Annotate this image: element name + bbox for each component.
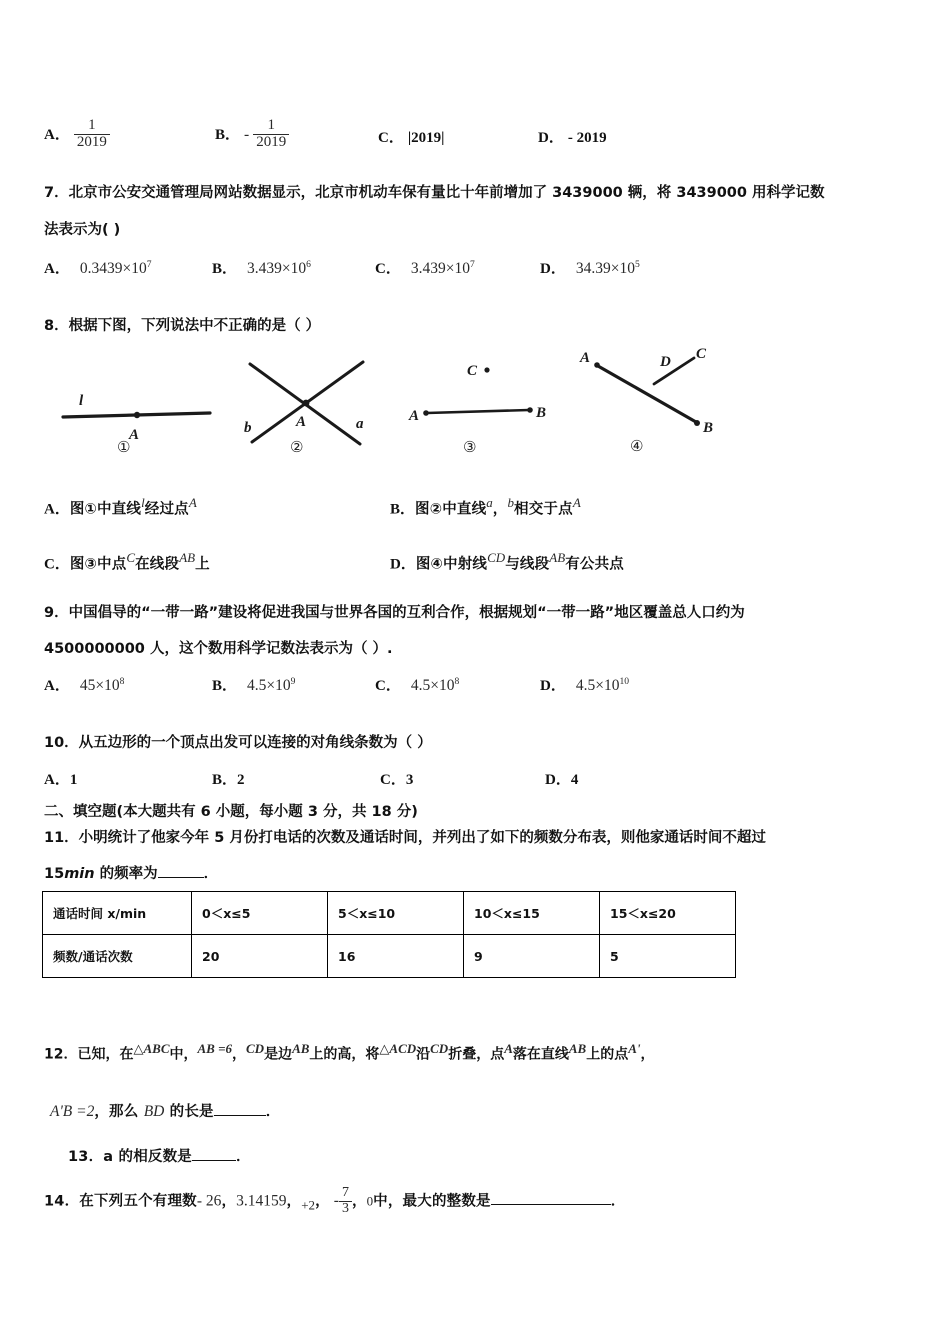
- section2-heading: 二、填空题(本大题共有 6 小题，每小题 3 分，共 18 分): [44, 804, 418, 820]
- q12-math-5: CD: [430, 1041, 449, 1056]
- svg-text:a: a: [356, 416, 364, 432]
- q7-option-a-mantissa: 0.3439: [79, 260, 123, 277]
- q10-option-c-value: 3: [405, 772, 414, 788]
- q9-option-d-times: ×10: [595, 677, 620, 694]
- q14-value-4: 0: [366, 1193, 374, 1209]
- q9-stem-line2: 4500000000 人，这个数用科学记数法表示为（ ）.: [44, 641, 393, 657]
- q11-answer-blank: [158, 863, 204, 878]
- q9-option-b-exponent: 9: [290, 675, 296, 687]
- q12-seg-2: ，: [232, 1046, 246, 1063]
- q6-option-a: [44, 118, 110, 151]
- q12-math-3: AB: [292, 1041, 310, 1056]
- q6-option-c: [378, 126, 444, 147]
- q9-option-b-label: B．: [212, 678, 238, 694]
- q12-stem-line2: [50, 1100, 280, 1121]
- q8-option-d-math2: AB: [549, 550, 566, 565]
- fraction-numerator: 7: [341, 1185, 349, 1200]
- q12-line2-math1: A'B =2: [50, 1103, 95, 1121]
- q10-option-d-value: 4: [570, 772, 579, 788]
- q11-stem-line2-post: 的频率为: [94, 865, 158, 882]
- q12-line2-text1: ，那么: [94, 1104, 144, 1121]
- q7-option-a-times: ×10: [122, 260, 147, 277]
- table-cell-freq-4: 5: [600, 935, 736, 978]
- q9-option-a-exponent: 8: [119, 675, 125, 687]
- q12-seg-3: 是边: [264, 1046, 293, 1063]
- q8-option-d-text2: 与线段: [505, 556, 550, 573]
- q6-option-b-fraction: [253, 118, 289, 151]
- q12-math-1: AB =6: [197, 1041, 232, 1056]
- q8-option-c-math1: C: [126, 550, 136, 565]
- q8-option-c-text2: 在线段: [135, 556, 180, 573]
- q8-option-d: [390, 550, 624, 573]
- q8-option-d-text3: 有公共点: [565, 556, 624, 573]
- q14-stem: [44, 1186, 625, 1216]
- q7-stem-line1: 7．北京市公安交通管理局网站数据显示，北京市机动车保有量比十年前增加了 3439000 辆，将 3439000 用科学记数: [44, 185, 825, 201]
- q14-value-3: +2: [301, 1197, 316, 1213]
- table-cell-interval-1: 0＜x≤5: [192, 892, 328, 935]
- svg-text:D: D: [660, 354, 671, 370]
- q8-option-a-text2: 经过点: [144, 501, 189, 518]
- q14-separator-1: ，: [221, 1193, 237, 1210]
- frequency-distribution-table: [42, 891, 736, 978]
- q9-option-a-label: A．: [44, 678, 70, 694]
- table-cell-interval-2: 5＜x≤10: [328, 892, 464, 935]
- q8-stem: 8．根据下图，下列说法中不正确的是（ ）: [44, 318, 321, 334]
- q8-option-b-text2: 相交于点: [514, 501, 573, 518]
- fraction-denominator: 2019: [74, 134, 110, 151]
- q10-option-b: [212, 768, 245, 789]
- table-cell-interval-4: 15＜x≤20: [600, 892, 736, 935]
- q9-option-d-exponent: 10: [619, 675, 630, 687]
- q8-option-c-math2: AB: [179, 550, 196, 565]
- q7-option-c-label: C．: [375, 261, 401, 277]
- q10-option-d-label: D．: [545, 772, 571, 788]
- q10-option-d: [545, 768, 578, 789]
- q9-option-a-times: ×10: [95, 677, 120, 694]
- q7-option-b: [212, 257, 311, 278]
- q14-value-1: - 26: [196, 1192, 222, 1210]
- fraction-denominator: 3: [339, 1201, 352, 1217]
- q7-option-c-mantissa: 3.439: [410, 260, 446, 277]
- q12-line2-math2: BD: [143, 1103, 165, 1121]
- table-cell-freq-3: 9: [464, 935, 600, 978]
- q6-option-b: [215, 118, 289, 151]
- q12-seg-8: 上的点: [586, 1046, 629, 1063]
- q9-stem-line1: 9．中国倡导的“一带一路”建设将促进我国与世界各国的互利合作，根据规划“一带一路”地区覆盖总人口约为: [44, 605, 745, 621]
- q11-stem-line1: 11．小明统计了他家今年 5 月份打电话的次数及通话时间，并列出了如下的频数分布表，则他家通话时间不超过: [44, 830, 766, 846]
- q10-option-a-value: 1: [69, 772, 78, 788]
- q6-option-d-label: D．: [538, 130, 564, 146]
- q9-option-d-label: D．: [540, 678, 566, 694]
- q6-option-b-label: B．: [215, 127, 241, 143]
- q10-option-c-label: C．: [380, 772, 406, 788]
- q7-option-c-times: ×10: [445, 260, 470, 277]
- q12-line2-text2: 的长是: [164, 1104, 214, 1121]
- q6-option-a-fraction: [74, 118, 110, 151]
- svg-text:B: B: [703, 420, 714, 436]
- q14-answer-blank: [491, 1189, 611, 1205]
- q8-option-a-text1: 图①中直线: [69, 501, 142, 518]
- q14-text-post: 中，最大的整数是: [373, 1193, 491, 1210]
- q14-separator-4: ，: [351, 1193, 367, 1210]
- q8-figure-2-caption: ②: [290, 438, 304, 456]
- q13-stem: [68, 1145, 251, 1166]
- table-cell-freq-1: 20: [192, 935, 328, 978]
- q12-math-6: A: [504, 1041, 513, 1056]
- svg-text:C: C: [467, 363, 478, 379]
- q12-line2-end: ．: [265, 1104, 281, 1121]
- q8-option-c-text1: 图③中点: [69, 556, 127, 573]
- q12-math-4: △ACD: [379, 1041, 417, 1056]
- q9-option-c-exponent: 8: [454, 675, 460, 687]
- q11-stem-line2: [44, 863, 218, 883]
- q8-option-b-label: B．: [390, 501, 416, 518]
- q8-option-b: [390, 495, 581, 518]
- q9-option-d: [540, 674, 629, 695]
- table-cell-freq-2: 16: [328, 935, 464, 978]
- svg-text:A: A: [409, 408, 420, 424]
- q12-seg-1: 中，: [169, 1046, 198, 1063]
- q13-answer-blank: [192, 1145, 236, 1161]
- q12-stem-line1: [44, 1041, 655, 1063]
- q12-seg-6: 折叠，点: [448, 1046, 505, 1063]
- q14-fraction-sign: -: [333, 1192, 339, 1210]
- svg-text:C: C: [696, 346, 707, 362]
- q10-option-b-value: 2: [237, 772, 245, 788]
- q12-seg-7: 落在直线: [512, 1046, 569, 1063]
- q9-option-c-mantissa: 4.5: [410, 677, 431, 694]
- q8-figure-3-caption: ③: [463, 438, 477, 456]
- q8-figure-4: [570, 344, 735, 462]
- q7-option-c: [375, 257, 475, 278]
- q8-figure-2: [238, 348, 388, 463]
- q9-option-c: [375, 674, 459, 695]
- table-row: [43, 935, 736, 978]
- q7-option-a-exponent: 7: [146, 258, 152, 270]
- q9-option-b: [212, 674, 295, 695]
- q7-option-d-exponent: 5: [634, 258, 640, 270]
- q8-option-d-math1: CD: [487, 550, 506, 565]
- q13-end: ．: [236, 1149, 251, 1166]
- q9-option-c-times: ×10: [430, 677, 455, 694]
- q8-option-b-math2: b: [507, 495, 514, 510]
- q8-figure-1-caption: ①: [117, 438, 131, 456]
- table-row: [43, 892, 736, 935]
- q8-figure-4-caption: ④: [630, 437, 644, 455]
- q7-option-c-exponent: 7: [469, 258, 475, 270]
- q14-value-2: 3.14159: [236, 1192, 287, 1210]
- q9-option-d-mantissa: 4.5: [575, 677, 596, 694]
- q8-option-b-separator: ，: [492, 501, 508, 518]
- table-cell-header-label: 通话时间 x/min: [43, 892, 192, 935]
- q12-seg-4: 上的高，将: [309, 1046, 380, 1063]
- q12-seg-5: 沿: [416, 1046, 431, 1063]
- q7-option-b-label: B．: [212, 261, 238, 277]
- q10-option-a: [44, 768, 77, 789]
- q12-seg-9: ，: [640, 1046, 655, 1063]
- q8-option-b-math1: a: [486, 495, 493, 510]
- q14-text-pre: 14．在下列五个有理数: [44, 1193, 197, 1210]
- q14-end: ．: [610, 1193, 626, 1210]
- q9-option-a-mantissa: 45: [79, 677, 96, 694]
- q7-option-d: [540, 257, 640, 278]
- q8-figure-1: [55, 355, 230, 465]
- q6-option-b-sign: -: [244, 126, 250, 143]
- q11-stem-line2-pre: 15: [44, 865, 65, 882]
- fraction-numerator: 1: [88, 117, 96, 133]
- q8-option-c: [44, 550, 210, 573]
- q6-option-c-value: |2019|: [407, 130, 445, 146]
- fraction-denominator: 2019: [253, 134, 289, 151]
- q9-option-b-times: ×10: [266, 677, 291, 694]
- q14-separator-2: ，: [286, 1193, 302, 1210]
- fraction-numerator: 1: [267, 117, 275, 133]
- q6-option-a-label: A．: [44, 127, 70, 143]
- q12-seg-0: 12．已知，在: [44, 1046, 134, 1063]
- q10-option-a-label: A．: [44, 772, 70, 788]
- q7-option-b-exponent: 6: [306, 258, 311, 270]
- q12-answer-blank: [214, 1100, 266, 1116]
- q8-option-b-math3: A: [572, 495, 581, 510]
- q7-option-d-label: D．: [540, 261, 566, 277]
- q12-math-7: AB: [568, 1041, 587, 1056]
- q7-option-a: [44, 257, 152, 278]
- q8-option-c-text3: 上: [195, 556, 210, 573]
- q8-option-c-label: C．: [44, 556, 70, 573]
- q11-stem-line2-unit: min: [64, 865, 95, 882]
- q6-option-c-label: C．: [378, 130, 404, 146]
- q6-option-d: [538, 126, 607, 147]
- svg-text:A: A: [129, 427, 140, 443]
- q8-option-b-text1: 图②中直线: [415, 501, 487, 518]
- q7-option-d-times: ×10: [610, 260, 635, 277]
- q12-math-2: CD: [246, 1041, 265, 1056]
- svg-text:B: B: [536, 405, 547, 421]
- q8-figure-3: [405, 350, 570, 460]
- q10-stem: 10．从五边形的一个顶点出发可以连接的对角线条数为（ ）: [44, 735, 432, 751]
- q14-separator-3: ，: [315, 1193, 330, 1210]
- q13-text: 13．a 的相反数是: [68, 1149, 193, 1166]
- q12-math-0: △ABC: [133, 1041, 170, 1056]
- q8-option-a-label: A．: [44, 501, 70, 518]
- q8-option-a-math1: l: [141, 495, 145, 510]
- q6-option-d-value: - 2019: [567, 130, 607, 146]
- q14-fraction: [339, 1186, 352, 1216]
- q7-stem-line2: 法表示为( ): [44, 222, 121, 238]
- q8-option-a-math2: A: [188, 495, 197, 510]
- q9-option-a: [44, 674, 124, 695]
- q11-frequency-table: [42, 891, 736, 978]
- table-cell-interval-3: 10＜x≤15: [464, 892, 600, 935]
- q9-option-b-mantissa: 4.5: [247, 677, 267, 694]
- q7-option-a-label: A．: [44, 261, 70, 277]
- svg-text:l: l: [79, 393, 84, 409]
- q11-stem-line2-end: ．: [203, 865, 219, 882]
- q10-option-c: [380, 768, 413, 789]
- q9-option-c-label: C．: [375, 678, 401, 694]
- q8-option-d-label: D．: [390, 556, 416, 573]
- q7-option-d-mantissa: 34.39: [575, 260, 611, 277]
- q7-option-b-times: ×10: [281, 260, 307, 277]
- q12-math-8: A': [628, 1041, 641, 1056]
- q10-option-b-label: B．: [212, 772, 238, 788]
- svg-text:A: A: [296, 414, 307, 430]
- q7-option-b-mantissa: 3.439: [247, 260, 282, 277]
- q8-option-a: [44, 495, 197, 518]
- table-cell-row-label: 频数/通话次数: [43, 935, 192, 978]
- svg-text:b: b: [244, 420, 252, 436]
- q8-option-d-text1: 图④中射线: [415, 556, 488, 573]
- svg-text:A: A: [580, 350, 591, 366]
